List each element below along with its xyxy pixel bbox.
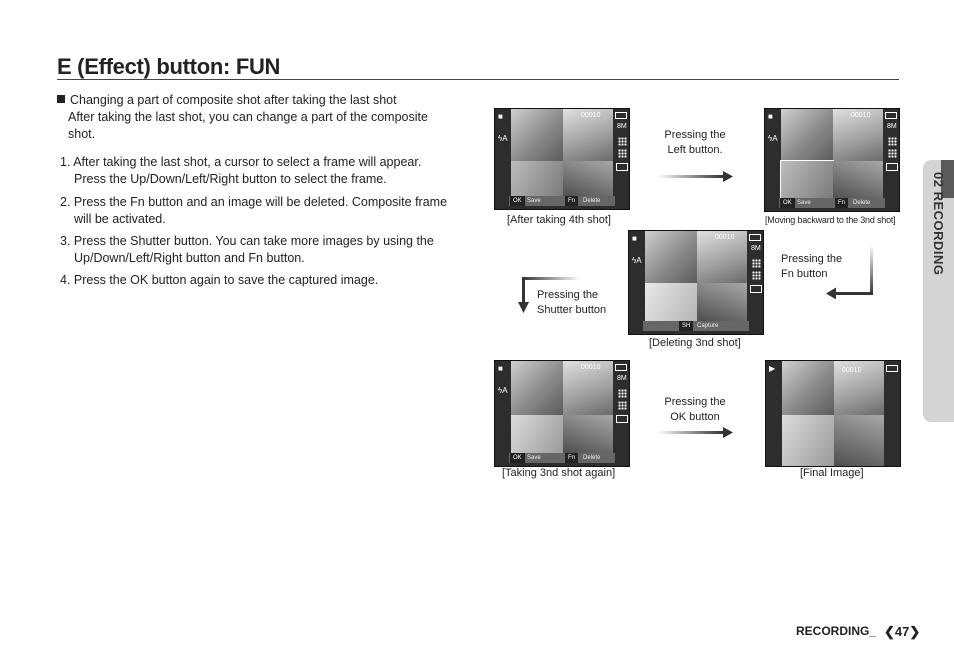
- metering-icon: [618, 401, 627, 410]
- intro-block: [57, 92, 467, 143]
- caption-4: [Taking 3nd shot again]: [502, 467, 616, 479]
- quality-icon: [618, 389, 627, 398]
- camera-screen-4: [494, 360, 630, 467]
- save-label: Save: [527, 455, 541, 461]
- file-counter: 00010: [842, 367, 862, 374]
- camera-mode-icon: ■: [498, 112, 503, 121]
- battery-icon: [749, 234, 761, 241]
- step-1: [60, 154, 470, 188]
- side-tab-label: 02 RECORDING: [931, 172, 946, 276]
- frame-1-photo: [781, 109, 833, 161]
- flash-auto-icon: ϟA: [768, 134, 778, 143]
- camera-screen-2: [764, 108, 900, 212]
- frame-3-live-view: [645, 283, 697, 321]
- battery-icon: [615, 112, 627, 119]
- note-fn-line-1: Pressing the: [781, 253, 843, 265]
- quality-icon: [888, 137, 897, 146]
- battery-icon: [886, 365, 898, 372]
- step-2-line-1: 2. Press the Fn button and an image will be deleted. Composite frame: [60, 195, 448, 209]
- battery-icon: [885, 112, 897, 119]
- image-size-indicator: 8M: [751, 245, 761, 252]
- note-shutter-line-1: Pressing the: [537, 289, 599, 301]
- shot-counter: 00010: [581, 364, 601, 371]
- capture-label: Capture: [697, 323, 719, 329]
- page-number: ❮47❯: [884, 624, 921, 639]
- step-3-line-1: 3. Press the Shutter button. You can take more images by using the: [60, 234, 434, 248]
- frame-1-photo: [511, 361, 563, 415]
- metering-icon: [618, 149, 627, 158]
- intro-line-2: shot.: [68, 127, 96, 141]
- button-guide-bar: [509, 453, 615, 463]
- flash-auto-icon: ϟA: [632, 256, 642, 265]
- camera-screen-5: [765, 360, 901, 467]
- camera-screen-3: [628, 230, 764, 335]
- step-1-line-2: Press the Up/Down/Left/Right button to select the frame.: [74, 172, 387, 186]
- step-2-line-2: will be activated.: [74, 212, 166, 226]
- intro-line-1: After taking the last shot, you can change a part of the composite: [68, 110, 428, 124]
- flash-auto-icon: ϟA: [498, 386, 508, 395]
- step-2: [60, 194, 470, 228]
- fn-button-tag: Fn: [835, 198, 848, 208]
- delete-label: Delete: [583, 198, 601, 204]
- frame-1-photo: [645, 231, 697, 283]
- button-guide-bar: [509, 196, 615, 206]
- step-3-line-2: Up/Down/Left/Right button and Fn button.: [74, 251, 305, 265]
- delete-label: Delete: [853, 200, 871, 206]
- image-size-indicator: 8M: [617, 375, 627, 382]
- card-icon: [750, 285, 762, 293]
- fn-button-tag: Fn: [565, 453, 578, 463]
- camera-mode-icon: ■: [498, 364, 503, 373]
- shot-counter: 00010: [851, 112, 871, 119]
- caption-3: [Deleting 3nd shot]: [649, 337, 741, 349]
- ok-button-tag: OK: [510, 453, 525, 463]
- frame-3-photo: [511, 161, 563, 197]
- note-ok-line-1: Pressing the: [664, 396, 726, 408]
- fn-button-tag: Fn: [565, 196, 578, 206]
- note-left-line-2: Left button.: [667, 144, 723, 156]
- final-frame-4: [834, 415, 884, 466]
- frame-3-new-photo: [511, 415, 563, 453]
- playback-mode-icon: ▶: [769, 364, 776, 373]
- frame-4-photo: [697, 283, 747, 321]
- flash-auto-icon: ϟA: [498, 134, 508, 143]
- quality-icon: [752, 259, 761, 268]
- frame-4-photo: [833, 161, 883, 199]
- card-icon: [616, 415, 628, 423]
- image-size-indicator: 8M: [887, 123, 897, 130]
- page-title: E (Effect) button: FUN: [57, 54, 281, 79]
- frame-4-photo: [563, 415, 613, 453]
- save-label: Save: [527, 198, 541, 204]
- footer-section-label: RECORDING_: [796, 624, 877, 638]
- note-ok-button: [655, 395, 735, 425]
- camera-mode-icon: ■: [768, 112, 773, 121]
- arrow-right-1-icon: [657, 171, 733, 183]
- shot-counter: 00010: [581, 112, 601, 119]
- metering-icon: [888, 149, 897, 158]
- caption-2: [Moving backward to the 3nd shot]: [765, 215, 896, 225]
- shot-counter: 00010: [715, 234, 735, 241]
- frame-1-photo: [511, 109, 563, 161]
- image-size-indicator: 8M: [617, 123, 627, 130]
- card-icon: [616, 163, 628, 171]
- step-1-line-1: 1. After taking the last shot, a cursor to select a frame will appear.: [60, 155, 422, 169]
- note-left-line-1: Pressing the: [664, 129, 726, 141]
- note-ok-line-2: OK button: [670, 411, 720, 423]
- save-label: Save: [797, 200, 811, 206]
- delete-label: Delete: [583, 455, 601, 461]
- note-left-button: [655, 128, 735, 158]
- frame-4-photo: [563, 161, 613, 197]
- note-fn-line-2: Fn button: [781, 268, 828, 280]
- caption-1: [After taking 4th shot]: [507, 214, 611, 226]
- final-frame-3: [782, 415, 834, 466]
- camera-mode-icon: ■: [632, 234, 637, 243]
- frame-3-photo-selected: [781, 161, 833, 199]
- step-4: [60, 272, 470, 289]
- metering-icon: [752, 271, 761, 280]
- sh-button-tag: SH: [679, 321, 693, 331]
- ok-button-tag: OK: [780, 198, 795, 208]
- camera-screen-1: [494, 108, 630, 210]
- square-bullet-icon: [57, 95, 65, 103]
- ok-button-tag: OK: [510, 196, 525, 206]
- button-guide-bar: [643, 321, 749, 331]
- side-tab-label-wrap: [924, 172, 954, 412]
- button-guide-bar: [779, 198, 885, 208]
- step-4-line-1: 4. Press the OK button again to save the captured image.: [60, 273, 379, 287]
- note-shutter-line-2: Shutter button: [537, 304, 607, 316]
- intro-heading: Changing a part of composite shot after taking the last shot: [70, 93, 397, 107]
- arrow-right-2-icon: [657, 427, 733, 439]
- arrow-left-down-icon: [518, 276, 580, 314]
- title-rule: [57, 79, 899, 80]
- quality-icon: [618, 137, 627, 146]
- card-icon: [886, 163, 898, 171]
- arrow-down-left-icon: [826, 245, 876, 299]
- final-frame-1: [782, 361, 834, 415]
- caption-5: [Final Image]: [800, 467, 864, 479]
- step-3: [60, 233, 470, 267]
- battery-icon: [615, 364, 627, 371]
